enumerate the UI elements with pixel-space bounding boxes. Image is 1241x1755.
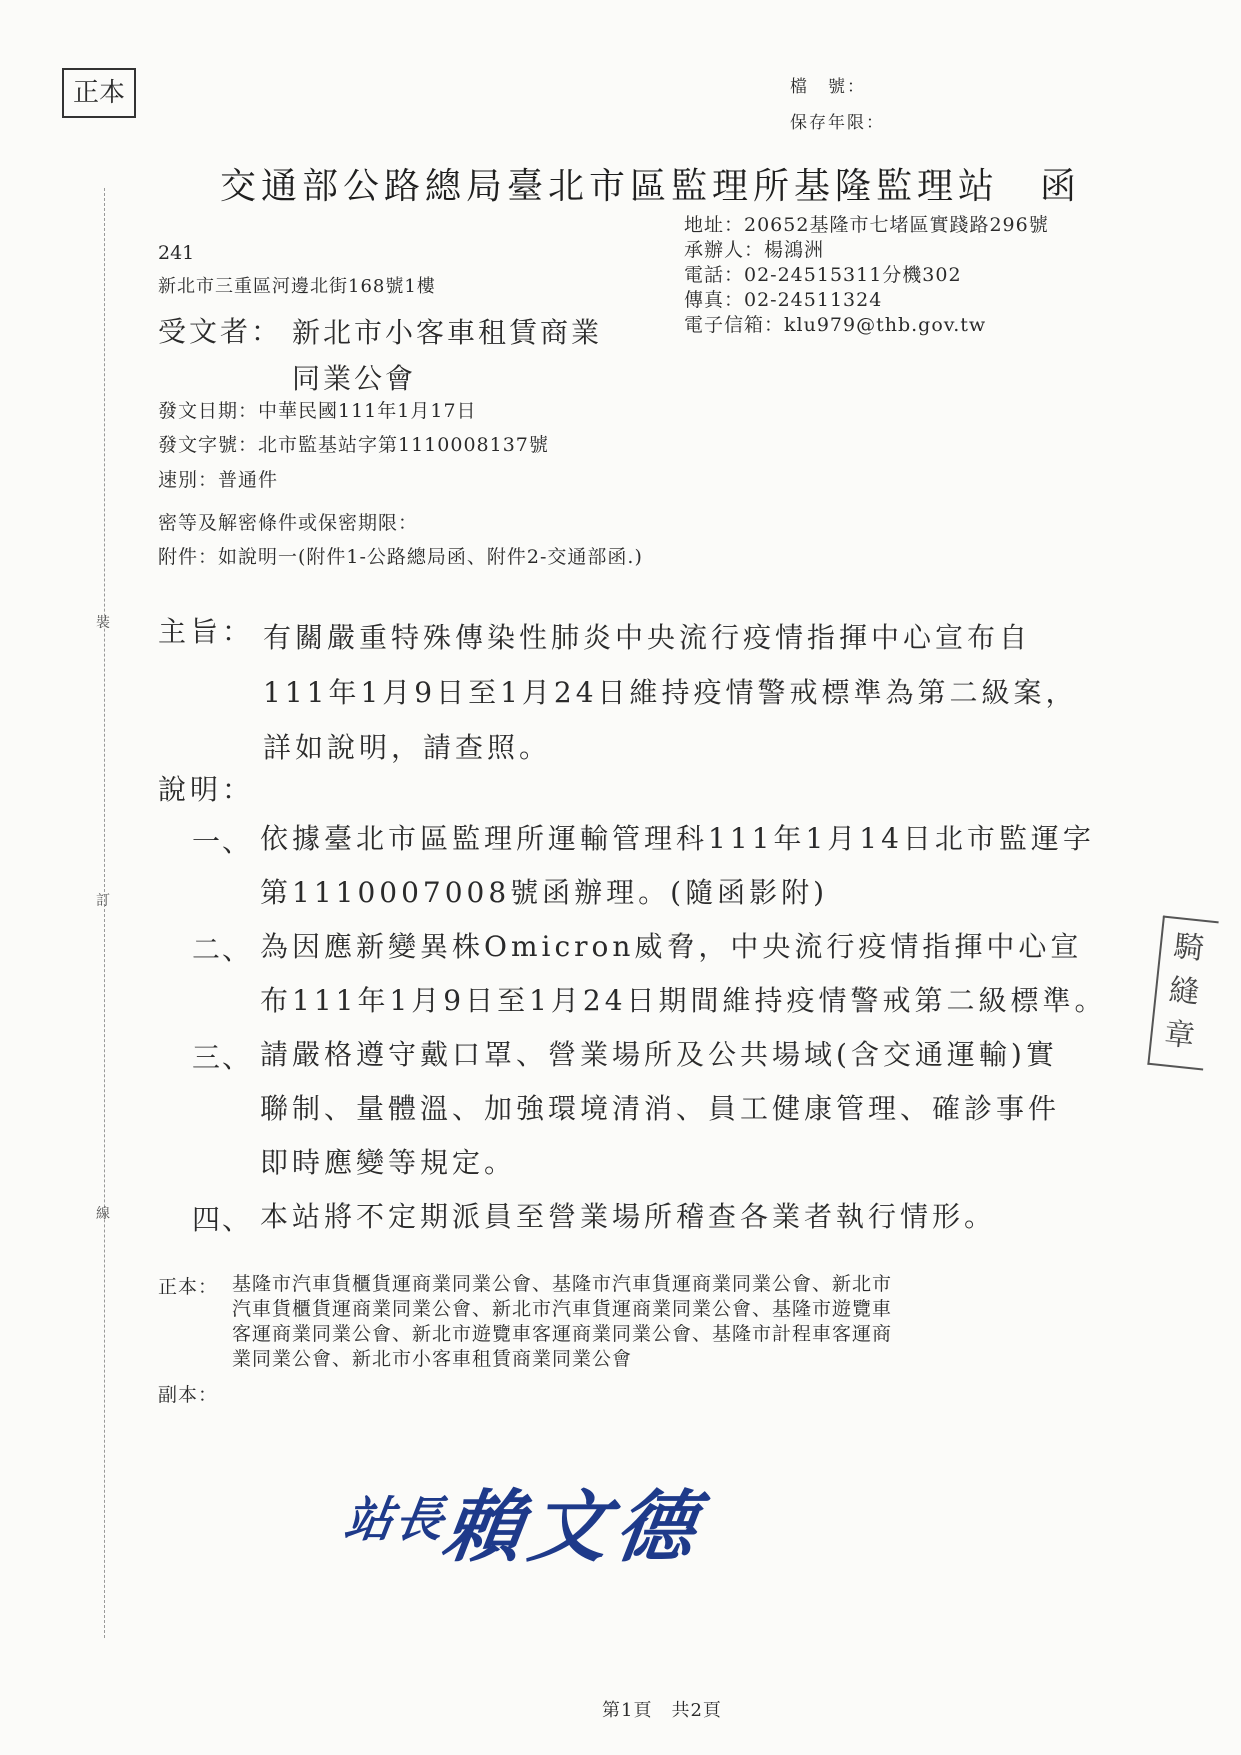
signature-name: 賴文德	[437, 1482, 709, 1573]
cc-line: 基隆市汽車貨櫃貨運商業同業公會、基隆市汽車貨運商業同業公會、新北市	[232, 1273, 893, 1295]
retention-period-label: 保存年限：	[790, 113, 885, 133]
document-title: 交通部公路總局臺北市區監理所基隆監理站 函	[220, 166, 1082, 207]
explanation-item-number: 二、	[192, 933, 253, 966]
explanation-line: 依據臺北市區監理所運輸管理科111年1月14日北市監運字	[260, 822, 1095, 855]
subject-line: 詳如說明，請查照。	[263, 731, 552, 764]
explanation-item-number: 一、	[192, 825, 253, 858]
explanation-item-number: 三、	[192, 1041, 253, 1074]
cc-line: 客運商業同業公會、新北市遊覽車客運商業同業公會、基隆市計程車客運商	[232, 1323, 893, 1345]
sender-contact-block	[684, 213, 1049, 338]
subject-text	[263, 610, 1078, 775]
explanation-line: 第1110007008號函辦理。(隨函影附)	[260, 876, 828, 909]
file-number-label: 檔 號：	[790, 77, 866, 97]
recipient-name	[292, 310, 602, 402]
secrecy-level: 密等及解密條件或保密期限：	[158, 512, 419, 534]
subject-label: 主旨：	[158, 615, 255, 648]
email-address: 電子信箱：klu979@thb.gov.tw	[684, 314, 987, 336]
explanation-label: 說明：	[158, 773, 255, 806]
explanation-item	[260, 1028, 1060, 1190]
delivery-speed: 速別：普通件	[158, 469, 279, 491]
seam-stamp-char: 縫	[1167, 972, 1201, 1011]
original-copy-stamp: 正本	[62, 68, 136, 118]
handler-name: 承辦人：楊鴻洲	[684, 239, 825, 261]
explanation-line: 布111年1月9日至1月24日期間維持疫情警戒第二級標準。	[260, 984, 1107, 1017]
cc-label: 正本：	[158, 1276, 219, 1298]
explanation-item-number: 四、	[192, 1203, 253, 1236]
recipient-address: 新北市三重區河邊北街168號1樓	[158, 276, 436, 297]
explanation-line: 為因應新變異株Omicron威脅，中央流行疫情指揮中心宣	[260, 930, 1083, 963]
copy-label: 副本：	[158, 1384, 219, 1406]
margin-mark-bind: 裝	[96, 615, 110, 631]
attachment-info: 附件：如說明一(附件1-公路總局函、附件2-交通部函.)	[158, 546, 643, 568]
recipient-zip: 241	[158, 242, 195, 264]
subject-line: 111年1月9日至1月24日維持疫情警戒標準為第二級案，	[263, 676, 1078, 709]
seam-stamp-char: 章	[1162, 1016, 1197, 1055]
signature-stamp	[337, 1465, 711, 1577]
explanation-item	[260, 812, 1095, 920]
subject-line: 有關嚴重特殊傳染性肺炎中央流行疫情指揮中心宣布自	[263, 621, 1032, 654]
recipient-label: 受文者：	[158, 315, 283, 348]
explanation-item	[260, 920, 1107, 1028]
seam-stamp	[1147, 915, 1218, 1070]
phone-number: 電話：02-24515311分機302	[684, 264, 962, 286]
margin-mark-line: 線	[96, 1206, 110, 1222]
recipient-name-line: 同業公會	[292, 362, 417, 395]
binding-margin-line	[104, 188, 105, 1638]
margin-mark-staple: 訂	[96, 893, 110, 909]
explanation-line: 即時應變等規定。	[260, 1146, 517, 1179]
explanation-line: 請嚴格遵守戴口罩、營業場所及公共場域(含交通運輸)實	[260, 1038, 1058, 1071]
explanation-line: 本站將不定期派員至營業場所稽查各業者執行情形。	[260, 1200, 997, 1233]
signature-title: 站長	[341, 1492, 450, 1548]
seam-stamp-char: 騎	[1172, 928, 1206, 967]
fax-number: 傳真：02-24511324	[684, 289, 883, 311]
cc-line: 業同業公會、新北市小客車租賃商業同業公會	[232, 1348, 633, 1370]
cc-recipients	[232, 1272, 892, 1372]
page-number: 第1頁 共2頁	[602, 1700, 722, 1721]
recipient-name-line: 新北市小客車租賃商業	[292, 316, 603, 349]
explanation-item	[260, 1190, 996, 1244]
cc-line: 汽車貨櫃貨運商業同業公會、新北市汽車貨運商業同業公會、基隆市遊覽車	[232, 1298, 893, 1320]
sender-address: 地址：20652基隆市七堵區實踐路296號	[684, 214, 1049, 236]
explanation-line: 聯制、量體溫、加強環境清消、員工健康管理、確診事件	[260, 1092, 1061, 1125]
issue-date: 發文日期：中華民國111年1月17日	[158, 400, 477, 422]
document-number: 發文字號：北市監基站字第1110008137號	[158, 434, 549, 456]
